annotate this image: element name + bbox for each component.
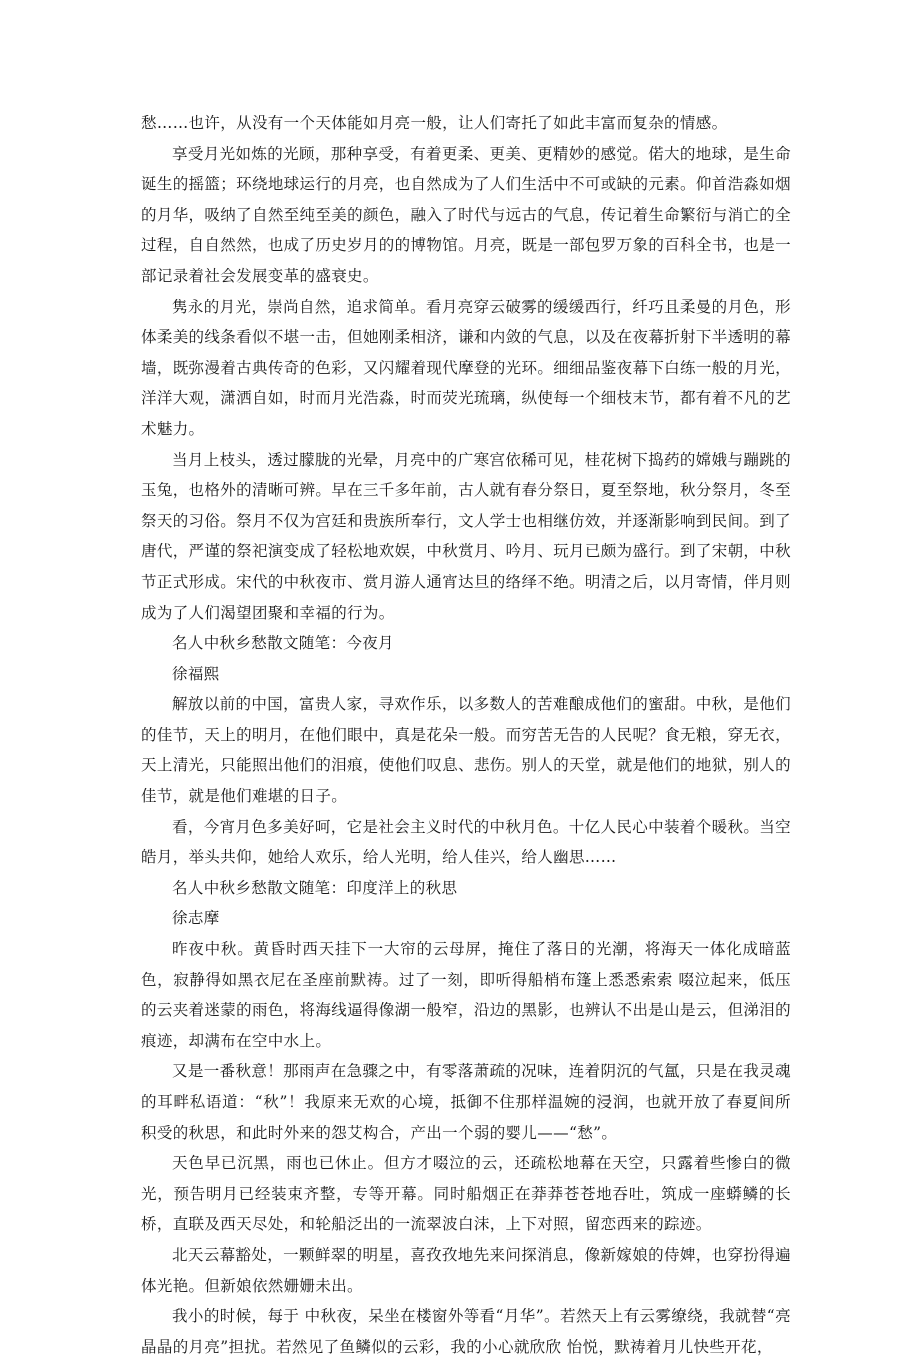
section-heading-indian-ocean: 名人中秋乡愁散文随笔：印度洋上的秋思 <box>172 878 458 897</box>
section-heading-tonight-moon: 名人中秋乡愁散文随笔：今夜月 <box>172 634 394 653</box>
paragraph-moonlight-nature: 隽永的月光，崇尚自然，追求简单。看月亮穿云破雾的缓缓西行，纤巧且柔曼的月色，形体柔美的线条看似不堪一击，但她刚柔相济，谦和内敛的气息，以及在夜幕折射下半透明的幕墙，既弥漫着古典传奇的色彩，又闪耀着现代摩登的光环。细细品鉴夜幕下白练一般的月光，洋洋大观，潇洒自如，时而月光浩淼，时而荧光琉璃，纵使每一个细枝末节，都有着不凡的艺术魅力。 <box>141 297 791 438</box>
author-xu-zhimo: 徐志摩 <box>172 909 220 928</box>
paragraph-north-sky-star: 北天云幕豁处，一颗鲜翠的明星，喜孜孜地先来问探消息，像新嫁娘的侍婢，也穿扮得遍体光艳。但新娘依然姗姗未出。 <box>141 1245 791 1295</box>
document-body <box>141 108 791 1362</box>
paragraph-before-liberation: 解放以前的中国，富贵人家，寻欢作乐，以多数人的苦难酿成他们的蜜甜。中秋，是他们的佳节，天上的明月，在他们眼中，真是花朵一般。而穷苦无告的人民呢？食无粮，穿无衣，天上清光，只能照出他们的泪痕，使他们叹息、悲伤。别人的天堂，就是他们的地狱，别人的佳节，就是他们难堪的日子。 <box>141 695 791 806</box>
paragraph-continuation: 愁……也许，从没有一个天体能如月亮一般，让人们寄托了如此丰富而复杂的情感。 <box>141 114 728 132</box>
paragraph-dark-sky: 天色早已沉黑，雨也已休止。但方才啜泣的云，还疏松地幕在天空，只露着些惨白的微光，预告明月已经装束齐整，专等开幕。同时船烟正在莽莽苍苍地吞吐，筑成一座蟒鳞的长桥，直联及西天尽处，和轮船泛出的一流翠波白沫，上下对照，留恋西来的踪迹。 <box>141 1154 791 1234</box>
paragraph-tonight-moonlight: 看，今宵月色多美好呵，它是社会主义时代的中秋月色。十亿人民心中装着个暖秋。当空皓月，举头共仰，她给人欢乐，给人光明，给人佳兴，给人幽思…… <box>141 817 791 867</box>
paragraph-autumn-mood: 又是一番秋意！那雨声在急骤之中，有零落萧疏的况味，连着阴沉的气氲，只是在我灵魂的耳畔私语道：“秋”！我原来无欢的心境，抵御不住那样温婉的浸润，也就开放了春夏间所积受的秋思，和此时外来的怨艾构合，产出一个弱的婴儿——“愁”。 <box>141 1062 791 1142</box>
author-xu-fuxi: 徐福熙 <box>172 664 220 683</box>
paragraph-last-night-midautumn: 昨夜中秋。黄昏时西天挂下一大帘的云母屏，掩住了落日的光潮，将海天一体化成暗蓝色，寂静得如黑衣尼在圣座前默祷。过了一刻，即听得船梢布篷上悉悉索索 啜泣起来，低压的云夹着迷蒙的雨色，将海线逼得像湖一般窄，沿边的黑影，也辨认不出是山是云，但涕泪的痕迹，却满布在空中水上。 <box>141 940 791 1050</box>
paragraph-moon-festival-history: 当月上枝头，透过朦胧的光晕，月亮中的广寒宫依稀可见，桂花树下捣药的嫦娥与蹦跳的玉兔，也格外的清晰可辨。早在三千多年前，古人就有春分祭日，夏至祭地，秋分祭月，冬至祭天的习俗。祭月不仅为宫廷和贵族所奉行，文人学士也相继仿效，并逐渐影响到民间。到了唐代，严谨的祭祀演变成了轻松地欢娱，中秋赏月、吟月、玩月已颇为盛行。到了宋朝，中秋节正式形成。宋代的中秋夜市、赏月游人通宵达旦的络绎不绝。明清之后，以月寄情，伴月则成为了人们渴望团聚和幸福的行为。 <box>141 450 791 622</box>
paragraph-childhood-memory: 我小的时候，每于 中秋夜，呆坐在楼窗外等看“月华”。若然天上有云雾缭绕，我就替“亮晶晶的月亮”担扰。若然见了鱼鳞似的云彩，我的小心就欣欣 怡悦，默祷着月儿快些开花， <box>141 1307 791 1356</box>
paragraph-moonlight-enjoyment: 享受月光如炼的光顾，那种享受，有着更柔、更美、更精妙的感觉。偌大的地球，是生命诞生的摇篮；环绕地球运行的月亮，也自然成为了人们生活中不可或缺的元素。仰首浩淼如烟的月华，吸纳了自然至纯至美的颜色，融入了时代与远古的气息，传记着生命繁衍与消亡的全过程，自自然然，也成了历史岁月的的博物馆。月亮，既是一部包罗万象的百科全书，也是一部记录着社会发展变革的盛衰史。 <box>141 144 791 285</box>
